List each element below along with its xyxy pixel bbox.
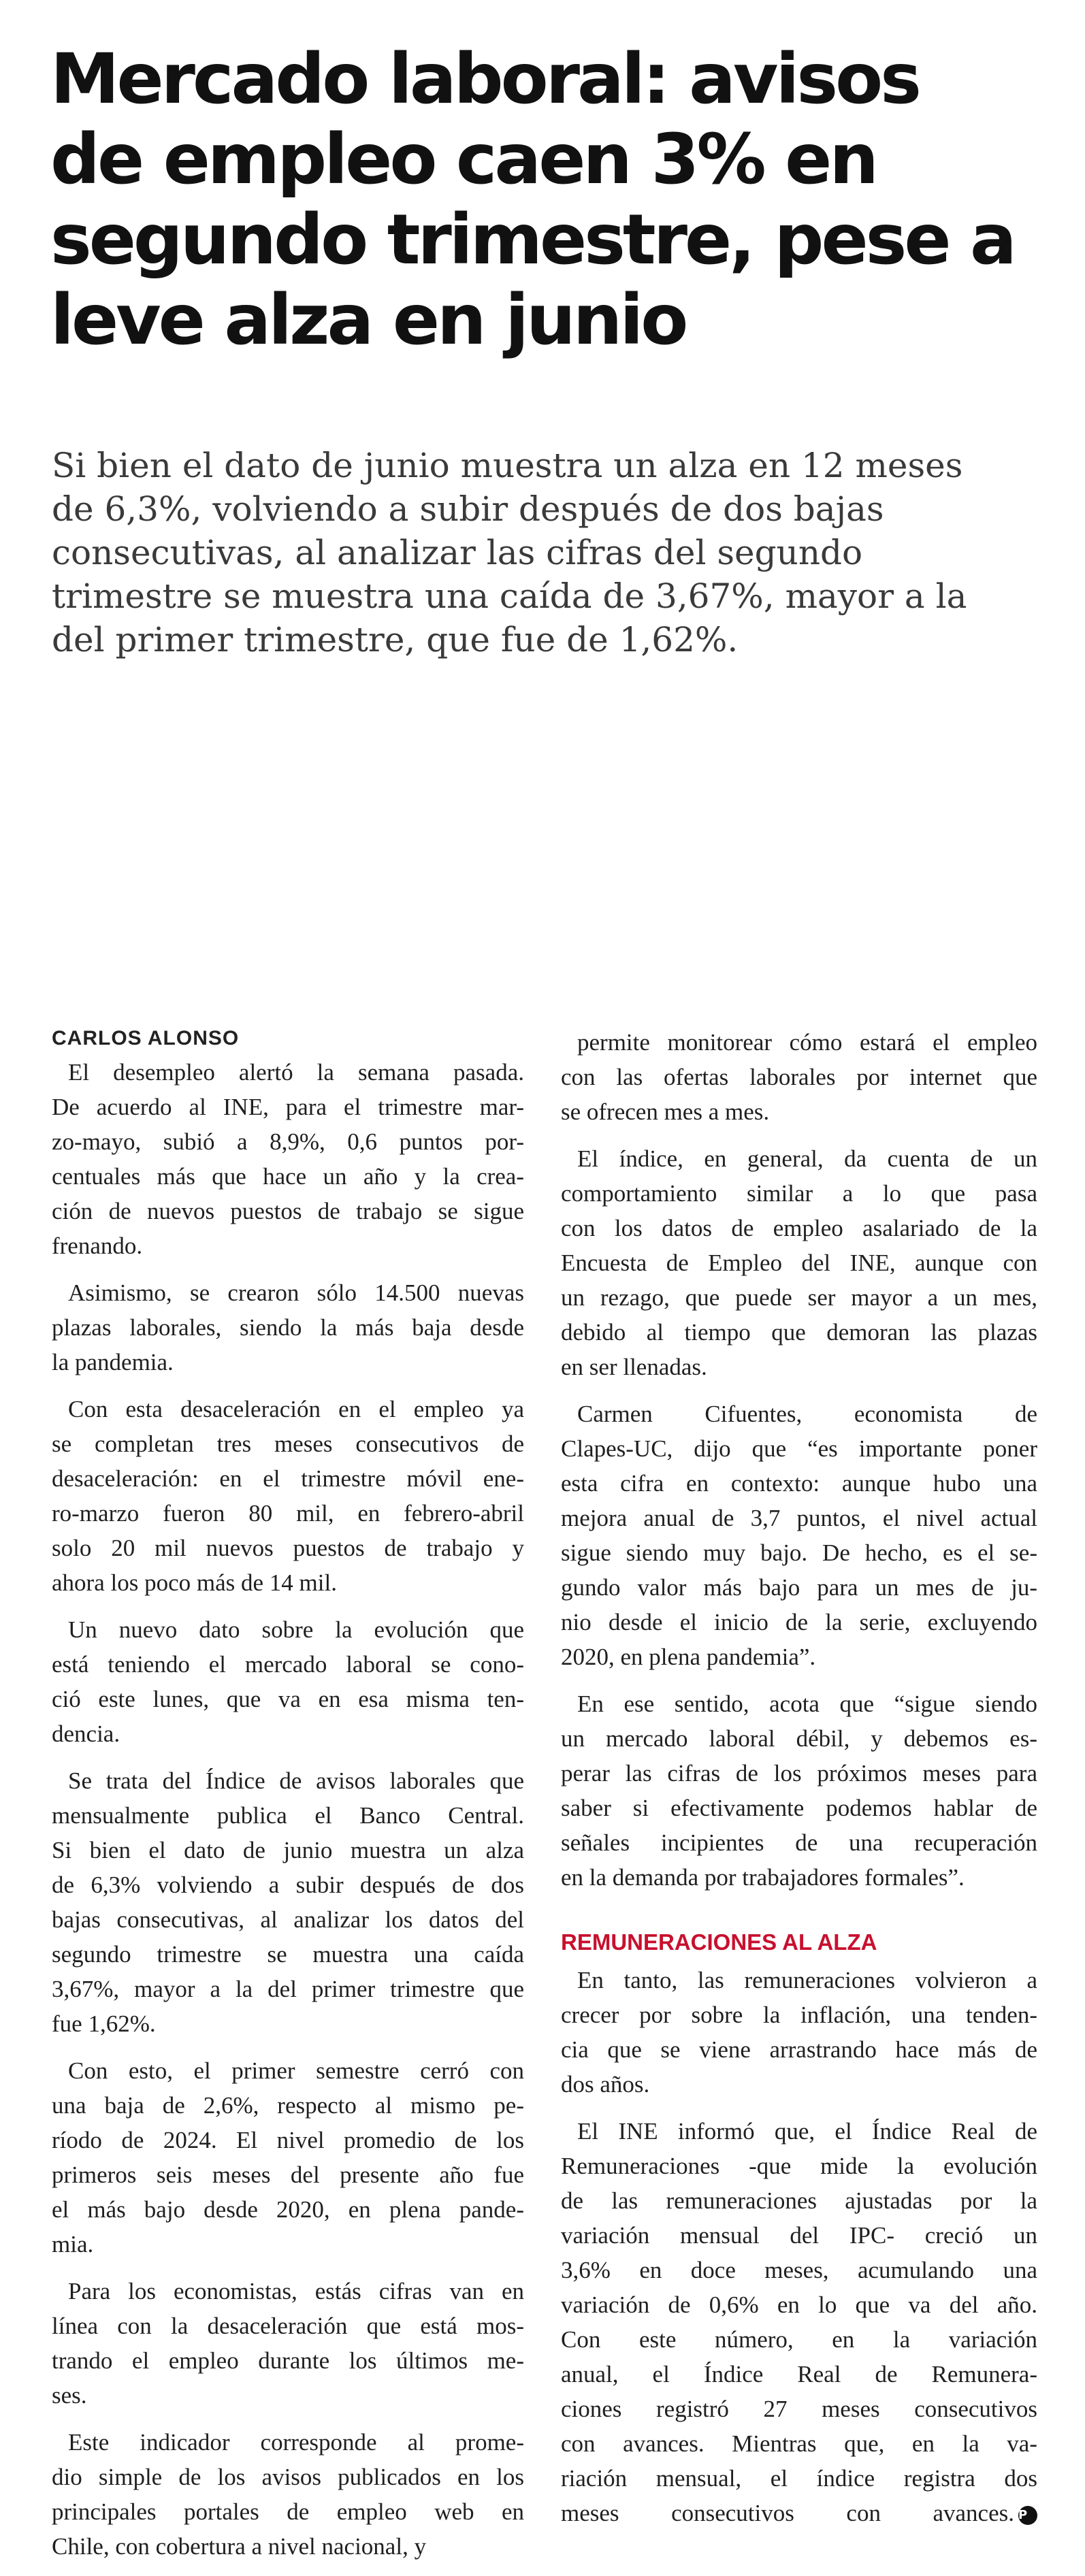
text-line: segundo trimestre se muestra una caída xyxy=(52,1941,524,1968)
text-line: Con esta desaceleración en el empleo ya xyxy=(68,1396,524,1422)
text-line: con los datos de empleo asalariado de la xyxy=(561,1215,1037,1241)
text-line: permite monitorear cómo estará el empleo xyxy=(577,1029,1037,1056)
text-line: el más bajo desde 2020, en plena pande- xyxy=(52,2196,524,2223)
text-line: ció este lunes, que va en esa misma ten- xyxy=(52,1686,524,1712)
text-line: con avances. Mientras que, en la va- xyxy=(561,2430,1037,2457)
text-line: cia que se viene arrastrando hace más de xyxy=(561,2036,1037,2063)
paragraph xyxy=(561,1686,1037,1895)
deck-line: Si bien el dato de junio muestra un alza en 12 meses xyxy=(52,446,963,485)
headline xyxy=(50,39,1058,361)
text-line: está teniendo el mercado laboral se cono- xyxy=(52,1651,524,1678)
text-line: crecer por sobre la inflación, una tenden- xyxy=(561,2002,1037,2028)
text-line: variación de 0,6% en lo que va del año. xyxy=(561,2292,1037,2318)
text-line: anual, el Índice Real de Remunera- xyxy=(561,2361,1037,2387)
text-line: Si bien el dato de junio muestra un alza xyxy=(52,1837,524,1863)
text-line: nio desde el inicio de la serie, excluyendo xyxy=(561,1609,1037,1635)
text-line: la pandemia. xyxy=(52,1349,174,1375)
text-line: principales portales de empleo web en xyxy=(52,2498,524,2525)
headline-line: Mercado laboral: avisos xyxy=(50,39,919,120)
text-line: ses. xyxy=(52,2382,87,2409)
right-column-paragraphs-bottom xyxy=(561,1963,1037,2530)
text-line: mejora anual de 3,7 puntos, el nivel actual xyxy=(561,1505,1037,1531)
text-line: Se trata del Índice de avisos laborales que xyxy=(68,1767,524,1794)
left-column-paragraphs xyxy=(52,1055,524,2564)
text-line: Un nuevo dato sobre la evolución que xyxy=(68,1616,524,1643)
text-line: Clapes-UC, dijo que “es importante poner xyxy=(561,1435,1037,1462)
text-line: comportamiento similar a lo que pasa xyxy=(561,1180,1037,1207)
text-line: frenando. xyxy=(52,1233,143,1259)
text-line: Este indicador corresponde al prome- xyxy=(68,2429,524,2456)
text-line: 3,6% en doce meses, acumulando una xyxy=(561,2257,1037,2283)
paragraph xyxy=(52,2425,524,2564)
end-of-article-icon: P xyxy=(1018,2506,1037,2525)
deck-line: consecutivas, al analizar las cifras del segundo xyxy=(52,533,863,572)
deck-line: del primer trimestre, que fue de 1,62%. xyxy=(52,620,739,659)
body-column-right xyxy=(561,1025,1037,2543)
text-line: dencia. xyxy=(52,1721,120,1747)
text-line: El INE informó que, el Índice Real de xyxy=(577,2118,1037,2145)
text-line: En tanto, las remuneraciones volvieron a xyxy=(577,1967,1037,1993)
text-line: en la demanda por trabajadores formales”. xyxy=(561,1864,965,1891)
deck-line: de 6,3%, volviendo a subir después de dos bajas xyxy=(52,489,884,529)
text-line: dio simple de los avisos publicados en los xyxy=(52,2464,524,2490)
text-line: una baja de 2,6%, respecto al mismo pe- xyxy=(52,2092,524,2119)
paragraph xyxy=(561,1141,1037,1384)
text-line: ro-marzo fueron 80 mil, en febrero-abril xyxy=(52,1500,524,1527)
text-line: centuales más que hace un año y la crea- xyxy=(52,1163,524,1190)
text-line: Con esto, el primer semestre cerró con xyxy=(68,2057,524,2084)
text-line: ciones registró 27 meses consecutivos xyxy=(561,2396,1037,2422)
text-line: con las ofertas laborales por internet que xyxy=(561,1064,1037,1090)
text-line: línea con la desaceleración que está mos- xyxy=(52,2313,524,2339)
section-subheading: REMUNERACIONES AL ALZA xyxy=(561,1929,877,1955)
text-line: un mercado laboral débil, y debemos es- xyxy=(561,1725,1037,1752)
text-line: se completan tres meses consecutivos de xyxy=(52,1431,524,1457)
text-line: sigue siendo muy bajo. De hecho, es el se- xyxy=(561,1539,1037,1566)
text-line: de 6,3% volviendo a subir después de dos xyxy=(52,1872,524,1898)
headline-line: de empleo caen 3% en xyxy=(50,119,876,200)
paragraph xyxy=(52,2053,524,2262)
text-line: En ese sentido, acota que “sigue siendo xyxy=(577,1691,1037,1717)
text-line: Encuesta de Empleo del INE, aunque con xyxy=(561,1250,1037,1276)
text-line: 3,67%, mayor a la del primer trimestre que xyxy=(52,1976,524,2002)
paragraph xyxy=(52,1612,524,1751)
text-line: un rezago, que puede ser mayor a un mes, xyxy=(561,1284,1037,1311)
text-line: se ofrecen mes a mes. xyxy=(561,1098,770,1125)
text-line: Chile, con cobertura a nivel nacional, y xyxy=(52,2533,427,2560)
paragraph xyxy=(561,1397,1037,1674)
text-line: Remuneraciones -que mide la evolución xyxy=(561,2153,1037,2179)
text-line: fue 1,62%. xyxy=(52,2010,156,2037)
text-line: 2020, en plena pandemia”. xyxy=(561,1644,816,1670)
text-line: ahora los poco más de 14 mil. xyxy=(52,1569,337,1596)
text-line: gundo valor más bajo para un mes de ju- xyxy=(561,1574,1037,1601)
text-line: meses consecutivos con avances. P xyxy=(561,2496,1037,2530)
text-line: trando el empleo durante los últimos me- xyxy=(52,2347,524,2374)
text-line: esta cifra en contexto: aunque hubo una xyxy=(561,1470,1037,1497)
text-line: Para los economistas, estás cifras van en xyxy=(68,2278,524,2304)
text-line: Con este número, en la variación xyxy=(561,2326,1037,2353)
paragraph xyxy=(561,1025,1037,1129)
text-line: ríodo de 2024. El nivel promedio de los xyxy=(52,2127,524,2153)
text-line: mia. xyxy=(52,2231,94,2257)
deck-subtitle xyxy=(52,444,1046,662)
text-line: De acuerdo al INE, para el trimestre mar- xyxy=(52,1094,524,1120)
text-line: solo 20 mil nuevos puestos de trabajo y xyxy=(52,1535,524,1561)
paragraph xyxy=(561,1963,1037,2102)
paragraph xyxy=(52,1392,524,1600)
text-line: señales incipientes de una recuperación xyxy=(561,1829,1037,1856)
author-byline: CARLOS ALONSO xyxy=(52,1027,240,1049)
text-line: desaceleración: en el trimestre móvil ene- xyxy=(52,1465,524,1492)
paragraph xyxy=(52,1763,524,2041)
text-line: saber si efectivamente podemos hablar de xyxy=(561,1795,1037,1821)
text-line: Carmen Cifuentes, economista de xyxy=(577,1401,1037,1427)
text-line: debido al tiempo que demoran las plazas xyxy=(561,1319,1037,1346)
text-line: bajas consecutivas, al analizar los datos del xyxy=(52,1906,524,1933)
text-line: primeros seis meses del presente año fue xyxy=(52,2162,524,2188)
deck-line: trimestre se muestra una caída de 3,67%, mayor a la xyxy=(52,576,967,616)
headline-line: segundo trimestre, pese a xyxy=(50,199,1014,280)
paragraph xyxy=(52,1275,524,1380)
text-line: ción de nuevos puestos de trabajo se sigue xyxy=(52,1198,524,1224)
headline-line: leve alza en junio xyxy=(50,280,686,361)
text-line: variación mensual del IPC- creció un xyxy=(561,2222,1037,2249)
text-line: de las remuneraciones ajustadas por la xyxy=(561,2187,1037,2214)
paragraph xyxy=(52,2274,524,2413)
text-line: dos años. xyxy=(561,2071,650,2098)
right-column-paragraphs-top xyxy=(561,1025,1037,1895)
text-line: El índice, en general, da cuenta de un xyxy=(577,1145,1037,1172)
text-line: zo-mayo, subió a 8,9%, 0,6 puntos por- xyxy=(52,1128,524,1155)
paragraph xyxy=(561,2114,1037,2530)
paragraph xyxy=(52,1055,524,1263)
text-line: riación mensual, el índice registra dos xyxy=(561,2465,1037,2492)
body-column-left xyxy=(52,1025,524,2576)
text-line: Asimismo, se crearon sólo 14.500 nuevas xyxy=(68,1279,524,1306)
text-line: El desempleo alertó la semana pasada. xyxy=(68,1059,524,1086)
text-line: mensualmente publica el Banco Central. xyxy=(52,1802,524,1829)
text-line: perar las cifras de los próximos meses para xyxy=(561,1760,1037,1787)
text-line: plazas laborales, siendo la más baja desde xyxy=(52,1314,524,1341)
text-line: en ser llenadas. xyxy=(561,1354,707,1380)
